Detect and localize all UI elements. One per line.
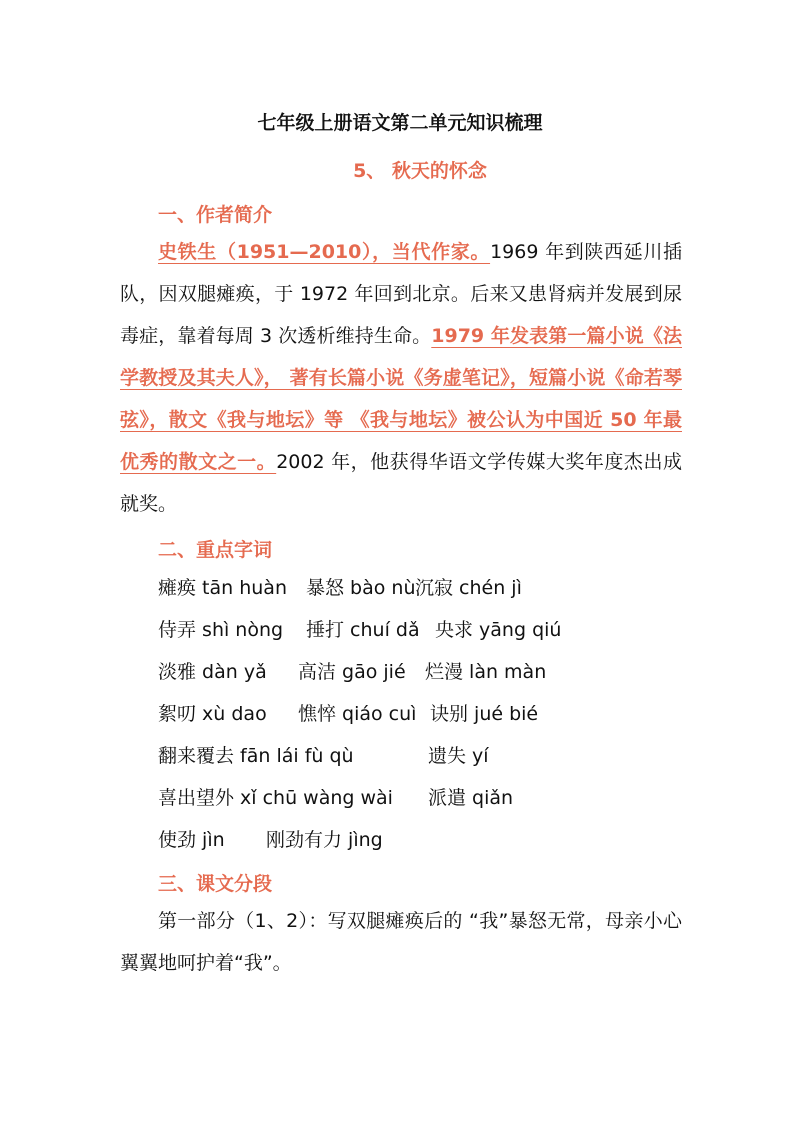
vocab-item: 诀别 jué bié <box>430 703 539 725</box>
vocab-item: 捶打 chuí dǎ <box>306 619 420 641</box>
author-bio-text: 1969 年到陕西延川插队，因双腿瘫痪，于 1972 年回到北京。后来又患肾病并发展到尿毒症，靠着每周 3 次透析维持生命。 <box>120 241 682 347</box>
document-title: 七年级上册语文第二单元知识梳理 <box>257 112 543 134</box>
vocab-item: 侍弄 shì nòng <box>158 619 284 641</box>
vocab-item: 高洁 gāo jié <box>298 661 406 683</box>
vocab-item: 烂漫 làn màn <box>425 661 547 683</box>
vocab-item: 暴怒 bào nù <box>306 577 416 599</box>
structure-paragraph: 第一部分（1、2）：写双腿瘫痪后的 “我”暴怒无常，母亲小心翼翼地呵护着“我”。 <box>120 910 682 974</box>
vocab-item: 翻来覆去 fān lái fù qù <box>158 745 354 767</box>
section-heading-author: 一、作者简介 <box>158 204 273 226</box>
author-name-highlight: 史铁生（1951—2010），当代作家。 <box>158 241 491 263</box>
author-paragraph <box>120 231 682 525</box>
vocab-item: 喜出望外 xǐ chū wàng wài <box>158 787 393 809</box>
lesson-title: 5、 秋天的怀念 <box>353 160 487 182</box>
vocab-item: 使劲 jìn <box>158 829 225 851</box>
vocab-item: 瘫痪 tān huàn <box>158 577 287 599</box>
author-works-highlight: 1979 年发表第一篇小说《法学教授及其夫人》， 著有长篇小说《务虚笔记》，短篇小说《命若琴弦》，散文《我与地坛》等 《我与地坛》被公认为中国近 50 年最优秀的散文之一。 <box>120 325 682 473</box>
vocab-item: 派遣 qiǎn <box>428 787 514 809</box>
vocab-item: 刚劲有力 jìng <box>266 829 383 851</box>
author-award-text: 2002 年，他获得华语文学传媒大奖年度杰出成就奖。 <box>120 451 682 515</box>
vocab-item: 淡雅 dàn yǎ <box>158 661 267 683</box>
section-heading-structure: 三、课文分段 <box>158 873 273 895</box>
vocab-item: 憔悴 qiáo cuì <box>298 703 417 725</box>
vocab-item: 遗失 yí <box>428 745 489 767</box>
vocab-item: 沉寂 chén jì <box>415 577 522 599</box>
vocab-item: 央求 yāng qiú <box>435 619 562 641</box>
section-heading-vocab: 二、重点字词 <box>158 539 273 561</box>
vocab-item: 絮叨 xù dao <box>158 703 267 725</box>
